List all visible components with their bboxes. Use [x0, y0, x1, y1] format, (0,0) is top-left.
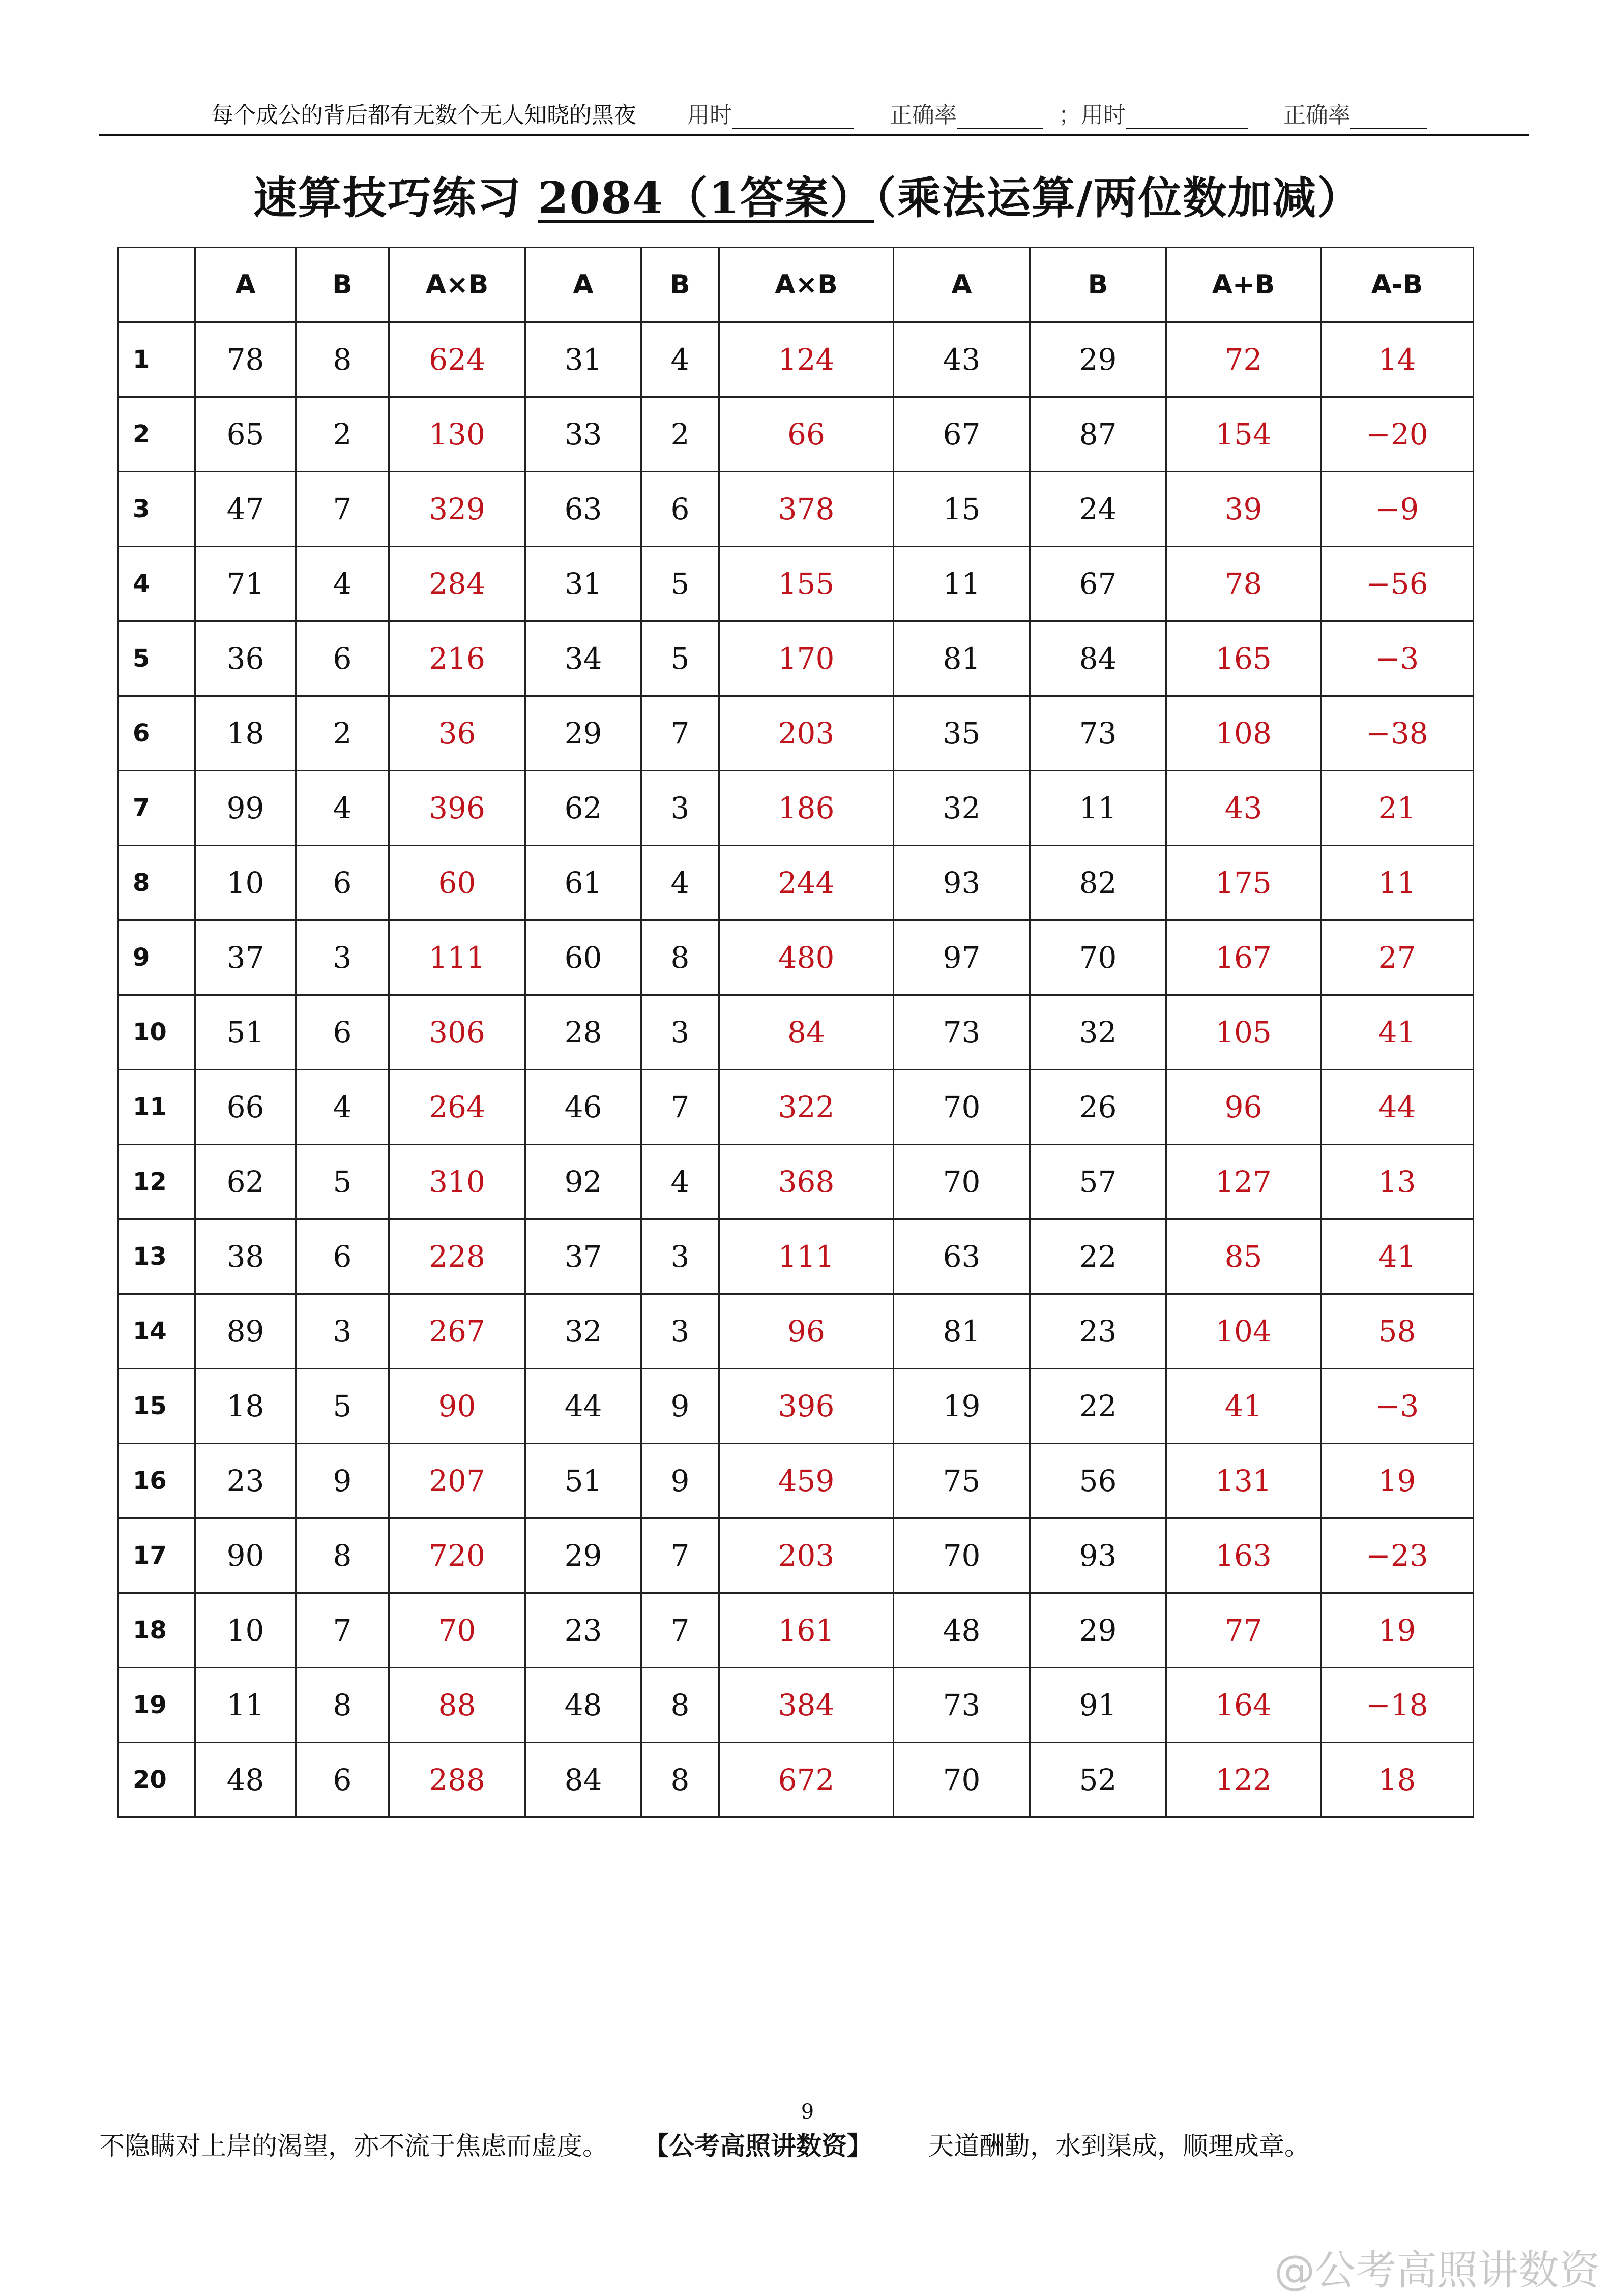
row-index: 4 [118, 547, 195, 621]
value-cell: 73 [894, 1668, 1030, 1743]
value-cell: 4 [296, 771, 389, 846]
time-blank-2[interactable] [1126, 107, 1248, 129]
title-prefix: 速算技巧练习 [253, 172, 538, 224]
answer-cell: 228 [389, 1219, 525, 1294]
value-cell: 11 [1030, 771, 1166, 846]
answer-cell: 104 [1166, 1294, 1321, 1369]
answer-cell: 329 [389, 472, 525, 547]
table-row [118, 472, 1474, 547]
answer-cell: 70 [389, 1593, 525, 1668]
value-cell: 6 [641, 472, 719, 547]
answer-cell: 154 [1166, 397, 1321, 472]
value-cell: 71 [195, 547, 296, 621]
value-cell: 4 [641, 846, 719, 920]
value-cell: 9 [641, 1444, 719, 1518]
table-row [118, 1518, 1474, 1593]
value-cell: 3 [641, 771, 719, 846]
value-cell: 84 [525, 1743, 641, 1817]
value-cell: 78 [195, 322, 296, 397]
answer-cell: −23 [1321, 1518, 1474, 1593]
answer-cell: 155 [719, 547, 894, 621]
value-cell: 47 [195, 472, 296, 547]
value-cell: 33 [525, 397, 641, 472]
value-cell: 28 [525, 995, 641, 1070]
value-cell: 63 [525, 472, 641, 547]
value-cell: 10 [195, 846, 296, 920]
value-cell: 82 [1030, 846, 1166, 920]
value-cell: 3 [296, 1294, 389, 1369]
title-suffix: （乘法运算/两位数加减） [874, 172, 1362, 224]
answer-cell: 306 [389, 995, 525, 1070]
value-cell: 99 [195, 771, 296, 846]
answer-cell: 19 [1321, 1593, 1474, 1668]
value-cell: 4 [296, 547, 389, 621]
value-cell: 26 [1030, 1070, 1166, 1145]
value-cell: 93 [1030, 1518, 1166, 1593]
answer-cell: 36 [389, 696, 525, 771]
accuracy-blank-2[interactable] [1350, 107, 1427, 129]
value-cell: 23 [1030, 1294, 1166, 1369]
table-header-row [118, 248, 1474, 322]
value-cell: 73 [1030, 696, 1166, 771]
answer-cell: 41 [1321, 995, 1474, 1070]
value-cell: 6 [296, 621, 389, 696]
value-cell: 6 [296, 1743, 389, 1817]
answer-cell: 41 [1166, 1369, 1321, 1444]
value-cell: 70 [894, 1518, 1030, 1593]
time-blank-1[interactable] [732, 107, 854, 129]
value-cell: 5 [641, 621, 719, 696]
answer-cell: 13 [1321, 1145, 1474, 1219]
watermark: @公考高照讲数资 [1274, 2247, 1600, 2294]
answer-cell: 164 [1166, 1668, 1321, 1743]
value-cell: 24 [1030, 472, 1166, 547]
answer-cell: 624 [389, 322, 525, 397]
answer-cell: 284 [389, 547, 525, 621]
value-cell: 48 [525, 1668, 641, 1743]
value-cell: 62 [525, 771, 641, 846]
header-cell: B [296, 248, 389, 322]
table-row [118, 1444, 1474, 1518]
answer-cell: 264 [389, 1070, 525, 1145]
value-cell: 10 [195, 1593, 296, 1668]
value-cell: 3 [296, 920, 389, 995]
header-cell: B [1030, 248, 1166, 322]
time-field-2 [1059, 97, 1248, 129]
answer-cell: 480 [719, 920, 894, 995]
header-cell: A [195, 248, 296, 322]
value-cell: 84 [1030, 621, 1166, 696]
value-cell: 48 [195, 1743, 296, 1817]
answer-cell: 378 [719, 472, 894, 547]
answer-cell: 84 [719, 995, 894, 1070]
table-row [118, 1743, 1474, 1817]
value-cell: 61 [525, 846, 641, 920]
answer-cell: 203 [719, 696, 894, 771]
value-cell: 2 [296, 696, 389, 771]
value-cell: 36 [195, 621, 296, 696]
value-cell: 5 [641, 547, 719, 621]
value-cell: 87 [1030, 397, 1166, 472]
title-code: 2084（1答案） [538, 172, 874, 224]
value-cell: 43 [894, 322, 1030, 397]
value-cell: 37 [195, 920, 296, 995]
value-cell: 4 [296, 1070, 389, 1145]
value-cell: 70 [1030, 920, 1166, 995]
row-index: 13 [118, 1219, 195, 1294]
answer-cell: 88 [389, 1668, 525, 1743]
answer-cell: 672 [719, 1743, 894, 1817]
value-cell: 34 [525, 621, 641, 696]
value-cell: 31 [525, 547, 641, 621]
value-cell: 4 [641, 322, 719, 397]
answer-cell: 175 [1166, 846, 1321, 920]
time-field-1 [687, 97, 854, 129]
value-cell: 8 [296, 1518, 389, 1593]
value-cell: 29 [525, 1518, 641, 1593]
accuracy-blank-1[interactable] [957, 107, 1043, 129]
value-cell: 91 [1030, 1668, 1166, 1743]
value-cell: 11 [195, 1668, 296, 1743]
table-row [118, 771, 1474, 846]
value-cell: 11 [894, 547, 1030, 621]
value-cell: 51 [525, 1444, 641, 1518]
value-cell: 3 [641, 1219, 719, 1294]
answer-cell: 130 [389, 397, 525, 472]
header-cell: B [641, 248, 719, 322]
table-row [118, 1369, 1474, 1444]
value-cell: 8 [641, 1668, 719, 1743]
value-cell: 6 [296, 995, 389, 1070]
row-index: 14 [118, 1294, 195, 1369]
value-cell: 9 [641, 1369, 719, 1444]
value-cell: 7 [296, 472, 389, 547]
value-cell: 81 [894, 1294, 1030, 1369]
answer-cell: 96 [719, 1294, 894, 1369]
answer-cell: 161 [719, 1593, 894, 1668]
table-row [118, 1294, 1474, 1369]
answer-cell: 111 [719, 1219, 894, 1294]
row-index: 12 [118, 1145, 195, 1219]
value-cell: 62 [195, 1145, 296, 1219]
value-cell: 22 [1030, 1219, 1166, 1294]
answer-cell: 207 [389, 1444, 525, 1518]
value-cell: 92 [525, 1145, 641, 1219]
row-index: 17 [118, 1518, 195, 1593]
value-cell: 97 [894, 920, 1030, 995]
value-cell: 89 [195, 1294, 296, 1369]
value-cell: 2 [296, 397, 389, 472]
value-cell: 73 [894, 995, 1030, 1070]
value-cell: 48 [894, 1593, 1030, 1668]
header-bar [99, 81, 1529, 136]
row-index: 11 [118, 1070, 195, 1145]
answer-cell: 720 [389, 1518, 525, 1593]
answer-cell: −3 [1321, 1369, 1474, 1444]
value-cell: 37 [525, 1219, 641, 1294]
table-row [118, 995, 1474, 1070]
answer-cell: 396 [719, 1369, 894, 1444]
answer-cell: 170 [719, 621, 894, 696]
answer-cell: 165 [1166, 621, 1321, 696]
row-index: 1 [118, 322, 195, 397]
answer-cell: 131 [1166, 1444, 1321, 1518]
answer-cell: 167 [1166, 920, 1321, 995]
time-label-1: 用时 [687, 102, 732, 128]
value-cell: 8 [641, 920, 719, 995]
answer-cell: 384 [719, 1668, 894, 1743]
answer-cell: 267 [389, 1294, 525, 1369]
answer-cell: 108 [1166, 696, 1321, 771]
row-index: 20 [118, 1743, 195, 1817]
value-cell: 56 [1030, 1444, 1166, 1518]
value-cell: 67 [1030, 547, 1166, 621]
answer-cell: 203 [719, 1518, 894, 1593]
page-title [0, 163, 1615, 226]
answer-cell: −3 [1321, 621, 1474, 696]
value-cell: 35 [894, 696, 1030, 771]
accuracy-label-2: 正确率 [1283, 102, 1350, 128]
table-row [118, 1145, 1474, 1219]
value-cell: 7 [641, 1070, 719, 1145]
time-label-2: 用时 [1081, 102, 1126, 128]
value-cell: 6 [296, 846, 389, 920]
value-cell: 65 [195, 397, 296, 472]
value-cell: 60 [525, 920, 641, 995]
answer-cell: 14 [1321, 322, 1474, 397]
answer-cell: 39 [1166, 472, 1321, 547]
header-cell: A×B [719, 248, 894, 322]
answer-cell: 18 [1321, 1743, 1474, 1817]
answer-cell: −38 [1321, 696, 1474, 771]
accuracy-label-1: 正确率 [890, 102, 957, 128]
answer-cell: 85 [1166, 1219, 1321, 1294]
answer-cell: 90 [389, 1369, 525, 1444]
row-index: 15 [118, 1369, 195, 1444]
accuracy-field-2 [1283, 97, 1427, 129]
table-body [118, 322, 1474, 1817]
row-index: 5 [118, 621, 195, 696]
value-cell: 38 [195, 1219, 296, 1294]
row-index: 18 [118, 1593, 195, 1668]
answer-cell: 122 [1166, 1743, 1321, 1817]
table-row [118, 322, 1474, 397]
header-cell [118, 248, 195, 322]
footer-left: 不隐瞒对上岸的渴望，亦不流于焦虑而虚度。 [99, 2131, 608, 2161]
value-cell: 75 [894, 1444, 1030, 1518]
value-cell: 7 [641, 696, 719, 771]
footer-middle: 【公考高照讲数资】 [643, 2131, 872, 2161]
row-index: 7 [118, 771, 195, 846]
answer-cell: 216 [389, 621, 525, 696]
value-cell: 3 [641, 1294, 719, 1369]
header-motto: 每个成公的背后都有无数个无人知晓的黑夜 [211, 102, 636, 128]
value-cell: 7 [641, 1593, 719, 1668]
value-cell: 44 [525, 1369, 641, 1444]
value-cell: 46 [525, 1070, 641, 1145]
answer-cell: 19 [1321, 1444, 1474, 1518]
answer-cell: 105 [1166, 995, 1321, 1070]
footer-right: 天道酬勤，水到渠成，顺理成章。 [928, 2131, 1310, 2161]
answer-cell: 310 [389, 1145, 525, 1219]
footer [99, 2126, 1310, 2162]
row-index: 6 [118, 696, 195, 771]
page-number: 9 [801, 2100, 814, 2124]
exercise-table [117, 247, 1474, 1818]
value-cell: 67 [894, 397, 1030, 472]
table-row [118, 1070, 1474, 1145]
answer-cell: 396 [389, 771, 525, 846]
value-cell: 18 [195, 1369, 296, 1444]
table-row [118, 397, 1474, 472]
header-cell: A [894, 248, 1030, 322]
value-cell: 6 [296, 1219, 389, 1294]
value-cell: 8 [296, 322, 389, 397]
value-cell: 23 [195, 1444, 296, 1518]
answer-cell: 186 [719, 771, 894, 846]
value-cell: 66 [195, 1070, 296, 1145]
value-cell: 32 [894, 771, 1030, 846]
value-cell: 22 [1030, 1369, 1166, 1444]
answer-cell: 244 [719, 846, 894, 920]
accuracy-field-1 [890, 97, 1043, 129]
row-index: 19 [118, 1668, 195, 1743]
answer-cell: 58 [1321, 1294, 1474, 1369]
table-row [118, 621, 1474, 696]
value-cell: 29 [1030, 1593, 1166, 1668]
answer-cell: 127 [1166, 1145, 1321, 1219]
row-index: 2 [118, 397, 195, 472]
answer-cell: 163 [1166, 1518, 1321, 1593]
value-cell: 81 [894, 621, 1030, 696]
answer-cell: 43 [1166, 771, 1321, 846]
value-cell: 51 [195, 995, 296, 1070]
value-cell: 4 [641, 1145, 719, 1219]
answer-cell: 124 [719, 322, 894, 397]
header-cell: A [525, 248, 641, 322]
answer-cell: −9 [1321, 472, 1474, 547]
answer-cell: 44 [1321, 1070, 1474, 1145]
value-cell: 52 [1030, 1743, 1166, 1817]
row-index: 9 [118, 920, 195, 995]
answer-cell: 459 [719, 1444, 894, 1518]
answer-cell: 77 [1166, 1593, 1321, 1668]
value-cell: 19 [894, 1369, 1030, 1444]
value-cell: 70 [894, 1070, 1030, 1145]
row-index: 10 [118, 995, 195, 1070]
table-row [118, 1668, 1474, 1743]
value-cell: 18 [195, 696, 296, 771]
value-cell: 93 [894, 846, 1030, 920]
value-cell: 23 [525, 1593, 641, 1668]
answer-cell: 111 [389, 920, 525, 995]
row-index: 8 [118, 846, 195, 920]
answer-cell: 78 [1166, 547, 1321, 621]
value-cell: 9 [296, 1444, 389, 1518]
value-cell: 2 [641, 397, 719, 472]
table-row [118, 696, 1474, 771]
table-row [118, 547, 1474, 621]
answer-cell: 96 [1166, 1070, 1321, 1145]
value-cell: 15 [894, 472, 1030, 547]
answer-cell: 60 [389, 846, 525, 920]
table-row [118, 846, 1474, 920]
value-cell: 32 [1030, 995, 1166, 1070]
value-cell: 7 [296, 1593, 389, 1668]
value-cell: 70 [894, 1743, 1030, 1817]
header-separator: ； [1059, 102, 1081, 128]
value-cell: 29 [525, 696, 641, 771]
answer-cell: 27 [1321, 920, 1474, 995]
row-index: 3 [118, 472, 195, 547]
answer-cell: 21 [1321, 771, 1474, 846]
answer-cell: 288 [389, 1743, 525, 1817]
answer-cell: −18 [1321, 1668, 1474, 1743]
row-index: 16 [118, 1444, 195, 1518]
value-cell: 5 [296, 1145, 389, 1219]
answer-cell: 322 [719, 1070, 894, 1145]
value-cell: 7 [641, 1518, 719, 1593]
header-cell: A×B [389, 248, 525, 322]
value-cell: 5 [296, 1369, 389, 1444]
header-cell: A-B [1321, 248, 1474, 322]
answer-cell: 66 [719, 397, 894, 472]
answer-cell: 72 [1166, 322, 1321, 397]
answer-cell: 11 [1321, 846, 1474, 920]
value-cell: 32 [525, 1294, 641, 1369]
value-cell: 8 [641, 1743, 719, 1817]
answer-cell: 41 [1321, 1219, 1474, 1294]
header-cell: A+B [1166, 248, 1321, 322]
value-cell: 29 [1030, 322, 1166, 397]
value-cell: 70 [894, 1145, 1030, 1219]
value-cell: 3 [641, 995, 719, 1070]
answer-cell: −20 [1321, 397, 1474, 472]
value-cell: 57 [1030, 1145, 1166, 1219]
answer-cell: 368 [719, 1145, 894, 1219]
value-cell: 31 [525, 322, 641, 397]
table-row [118, 1219, 1474, 1294]
value-cell: 90 [195, 1518, 296, 1593]
table-row [118, 920, 1474, 995]
answer-cell: −56 [1321, 547, 1474, 621]
table-row [118, 1593, 1474, 1668]
value-cell: 8 [296, 1668, 389, 1743]
value-cell: 63 [894, 1219, 1030, 1294]
